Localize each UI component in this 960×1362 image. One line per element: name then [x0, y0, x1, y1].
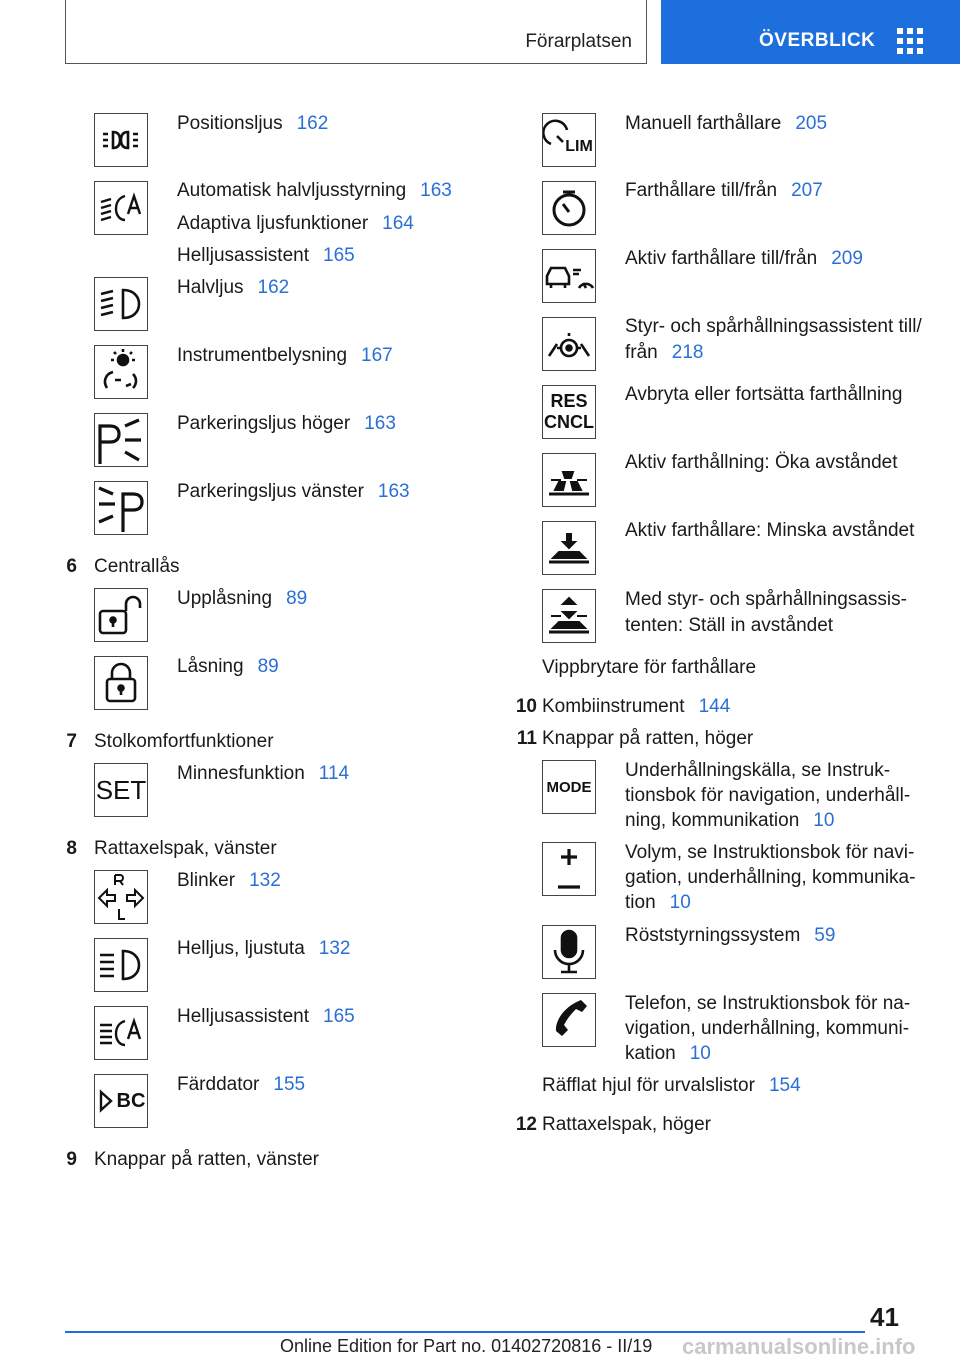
item-label: Aktiv farthållare: Minska avståndet [625, 520, 915, 541]
section-title: Stolkomfortfunktioner [94, 731, 274, 752]
page-ref-link[interactable]: 154 [768, 1075, 801, 1096]
item-label: Låsning [177, 656, 244, 677]
section-title: Rattaxelspak, vänster [94, 838, 277, 859]
item-label: Aktiv farthållning: Öka avståndet [625, 452, 898, 473]
item-label: Minnesfunktion [177, 763, 305, 784]
edition-text: Online Edition for Part no. 01402720816 - II/19 [280, 1336, 653, 1356]
section-number: 8 [66, 838, 77, 859]
item-label: Instrumentbelysning [177, 345, 348, 366]
steering-lane-assistant-icon [542, 317, 596, 371]
trip-computer-icon [94, 1074, 148, 1128]
section-number: 11 [516, 728, 537, 749]
page-ref-link[interactable]: 164 [382, 213, 414, 234]
item-line3: ning, kommunikation [625, 810, 800, 831]
section-number: 12 [515, 1114, 537, 1135]
item-label: Helljus, ljustuta [177, 938, 305, 959]
section-title: Rattaxelspak, höger [542, 1114, 711, 1135]
parking-light-right-icon [94, 413, 148, 467]
lock-icon [94, 656, 148, 710]
item-label: Helljusassistent [177, 245, 309, 266]
item-label: Parkeringsljus höger [177, 413, 351, 434]
section-number: 10 [515, 696, 537, 717]
item-label: Röststyrningssystem [625, 925, 801, 946]
section-number: 7 [66, 731, 77, 752]
set-icon-label: SET [95, 774, 147, 805]
trip-computer-label: BC [116, 1089, 146, 1112]
manual-speed-limiter-icon [542, 113, 596, 167]
high-beam-icon [94, 938, 148, 992]
volume-icon [542, 842, 596, 896]
voice-control-icon [542, 925, 596, 979]
item-label: Blinker [177, 870, 236, 891]
item-label: Avbryta eller fortsätta farthållning [625, 384, 903, 405]
item-label-line1: Med styr- och spårhållningsassis- [625, 589, 907, 610]
item-label-line2: tenten: Ställ in avståndet [625, 615, 834, 636]
set-distance-icon [542, 589, 596, 643]
item-label: Upplåsning [177, 588, 273, 609]
cruise-control-icon [542, 181, 596, 235]
turn-signal-icon [94, 870, 148, 924]
thumbwheel-text: Räfflat hjul för urvalslistor [542, 1075, 755, 1096]
item-label: Manuell farthållare [625, 113, 782, 134]
section-title: Knappar på ratten, vänster [94, 1149, 319, 1170]
page-ref-link[interactable]: 163 [377, 481, 410, 502]
item-label: Positionsljus [177, 113, 283, 134]
page-ref-link[interactable]: 165 [323, 245, 355, 266]
unlock-icon [94, 588, 148, 642]
res-label: RES [550, 390, 588, 411]
page-ref-link[interactable]: 132 [249, 870, 281, 891]
item-label: Aktiv farthållare till/från [625, 248, 818, 269]
item-line2: vigation, underhållning, kommuni- [625, 1018, 910, 1039]
page-ref-link[interactable]: 163 [420, 180, 452, 201]
page-number: 41 [870, 1302, 899, 1332]
mode-label: MODE [546, 778, 592, 796]
page-ref-link[interactable]: 114 [318, 763, 350, 784]
high-beam-assistant-icon [94, 1006, 148, 1060]
automatic-low-beam-icon [94, 181, 148, 235]
increase-distance-icon [542, 453, 596, 507]
page-ref-link[interactable]: 10 [669, 892, 691, 913]
page-ref-link[interactable]: 209 [831, 248, 863, 269]
section-title: Centrallås [94, 556, 180, 577]
page-ref-link[interactable]: 165 [323, 1006, 355, 1027]
telephone-icon [542, 993, 596, 1047]
instrument-lighting-icon [94, 345, 148, 399]
parking-light-left-icon [94, 481, 148, 535]
grid-icon [897, 28, 923, 54]
page-ref-link[interactable]: 167 [361, 345, 393, 366]
res-cncl-icon [542, 385, 596, 439]
section-title: Knappar på ratten, höger [542, 728, 754, 749]
limiter-label: LIM [565, 138, 593, 155]
footer-divider [65, 1331, 865, 1333]
item-line3: tion [625, 892, 656, 913]
low-beam-icon [94, 277, 148, 331]
item-label: Automatisk halvljusstyrning [177, 180, 407, 201]
item-line2: tionsbok för navigation, underhåll- [625, 785, 911, 806]
section-number: 9 [66, 1149, 77, 1170]
header-section-box [65, 0, 647, 64]
page-ref-link[interactable]: 162 [296, 113, 329, 134]
item-label: Farthållare till/från [625, 180, 778, 201]
item-label-line1: Styr- och spårhållningsassistent till/ [625, 316, 922, 337]
page-ref-link[interactable]: 10 [813, 810, 835, 831]
section-number: 6 [66, 556, 77, 577]
item-label: Adaptiva ljusfunktioner [177, 213, 369, 234]
item-label-line2: från [625, 342, 658, 363]
item-line1: Underhållningskälla, se Instruk- [625, 760, 891, 781]
overview-tab[interactable] [661, 0, 960, 64]
item-label: Parkeringsljus vänster [177, 481, 364, 502]
item-line1: Telefon, se Instruktionsbok för na- [625, 993, 911, 1014]
page-ref-link[interactable]: 205 [795, 113, 828, 134]
decrease-distance-icon [542, 521, 596, 575]
item-line2: gation, underhållning, kommunika- [625, 867, 916, 888]
page-ref-link[interactable]: 162 [257, 277, 290, 298]
page-ref-link[interactable]: 207 [791, 180, 823, 201]
overview-tab-label: ÖVERBLICK [759, 30, 876, 51]
section-title: Förarplatsen [525, 31, 632, 52]
item-label: Färddator [177, 1074, 260, 1095]
item-line1: Volym, se Instruktionsbok för navi- [625, 842, 915, 863]
page-ref-link[interactable]: 89 [257, 656, 279, 677]
mode-icon [542, 760, 596, 814]
page-ref-link[interactable]: 218 [671, 342, 704, 363]
page-ref-link[interactable]: 163 [364, 413, 396, 434]
set-icon [94, 763, 148, 817]
page-ref-link[interactable]: 144 [698, 696, 731, 717]
item-label: Helljusassistent [177, 1006, 309, 1027]
page-ref-link[interactable]: 59 [814, 925, 836, 946]
page-ref-link[interactable]: 10 [689, 1043, 711, 1064]
item-label: Halvljus [177, 277, 244, 298]
rocker-switch-text: Vippbrytare för farthållare [542, 657, 757, 678]
parking-position-lights-icon [94, 113, 148, 167]
watermark: carmanualsonline.info [682, 1334, 916, 1359]
page-ref-link[interactable]: 132 [318, 938, 351, 959]
section-title: Kombiinstrument [542, 696, 685, 717]
page-ref-link[interactable]: 89 [286, 588, 308, 609]
cncl-label: CNCL [544, 411, 594, 432]
active-cruise-control-icon [542, 249, 596, 303]
page-ref-link[interactable]: 155 [273, 1074, 306, 1095]
item-line3: kation [625, 1043, 676, 1064]
